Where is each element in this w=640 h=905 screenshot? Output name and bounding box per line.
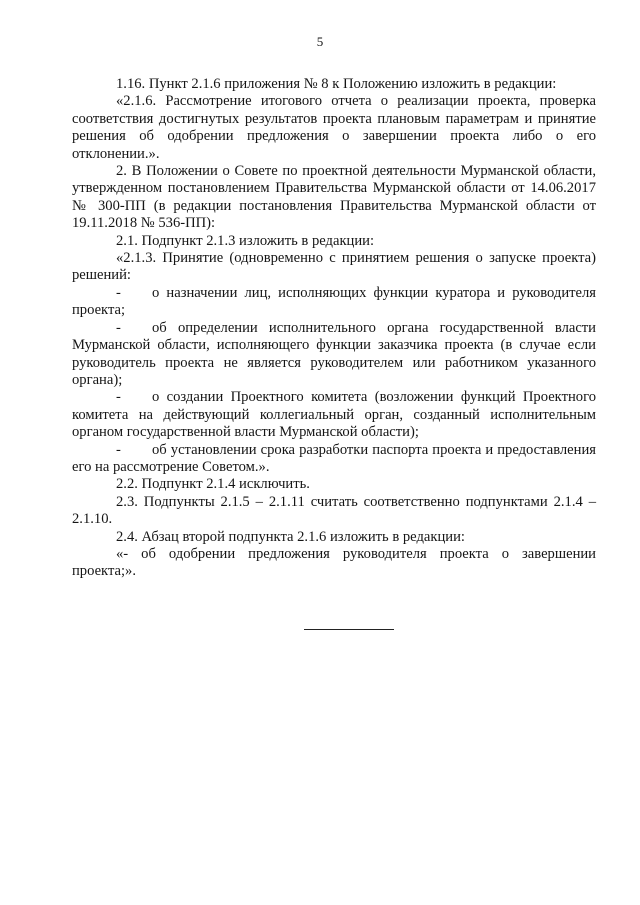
document-body [72, 76, 596, 581]
list-item-text: об определении исполнительного органа государственной власти Мурманской области, исполняющего функции заказчика проекта (в случае если руководитель проекта не является руководителем или работником указанного органа); [72, 319, 596, 388]
paragraph-2-4: 2.4. Абзац второй подпункта 2.1.6 изложить в редакции: [116, 528, 465, 545]
page-number: 5 [316, 34, 324, 49]
list-item [72, 320, 596, 390]
paragraph-2-3: 2.3. Подпункты 2.1.5 – 2.1.11 считать соответственно подпунктами 2.1.4 – 2.1.10. [72, 493, 596, 528]
list-item [72, 389, 596, 441]
list-item [72, 285, 596, 320]
list-dash: - [116, 284, 121, 301]
list-dash: - [116, 389, 121, 406]
list-item-text: о создании Проектного комитета (возложении функций Проектного комитета на действующий коллегиальный орган, созданный исполнительным органом государственной власти Мурманской области); [72, 389, 596, 441]
list-item-text: об установлении срока разработки паспорта проекта и предоставления его на рассмотрение Советом.». [72, 441, 596, 475]
paragraph-2-1-6-quote: «2.1.6. Рассмотрение итогового отчета о реализации проекта, проверка соответствия достигнутых результатов проекта плановым параметрам и принятие решения об одобрении предложения о завершении проекта либо о его отклонении.». [72, 93, 596, 162]
paragraph-2-4-quote: «- об одобрении предложения руководителя проекта о завершении проекта;». [72, 545, 596, 580]
closing-divider-line [304, 629, 394, 630]
paragraph-2-1: 2.1. Подпункт 2.1.3 изложить в редакции: [116, 232, 375, 249]
list-item [72, 442, 596, 477]
list-item-text: о назначении лиц, исполняющих функции куратора и руководителя проекта; [72, 284, 596, 319]
paragraph-2-1-3-quote: «2.1.3. Принятие (одновременно с принятием решения о запуске проекта) решений: [72, 250, 596, 284]
paragraph-1-16: 1.16. Пункт 2.1.6 приложения № 8 к Положению изложить в редакции: [116, 76, 557, 92]
paragraph-2: 2. В Положении о Совете по проектной деятельности Мурманской области, утвержденном постановлением Правительства Мурманской области от 14.06.2017 № 300-ПП (в редакции постановления Правительства Мурманской области от 19.11.2018 № 536-ПП): [72, 163, 596, 232]
list-dash: - [116, 319, 121, 336]
list-dash: - [116, 441, 121, 458]
paragraph-2-2: 2.2. Подпункт 2.1.4 исключить. [116, 476, 310, 493]
